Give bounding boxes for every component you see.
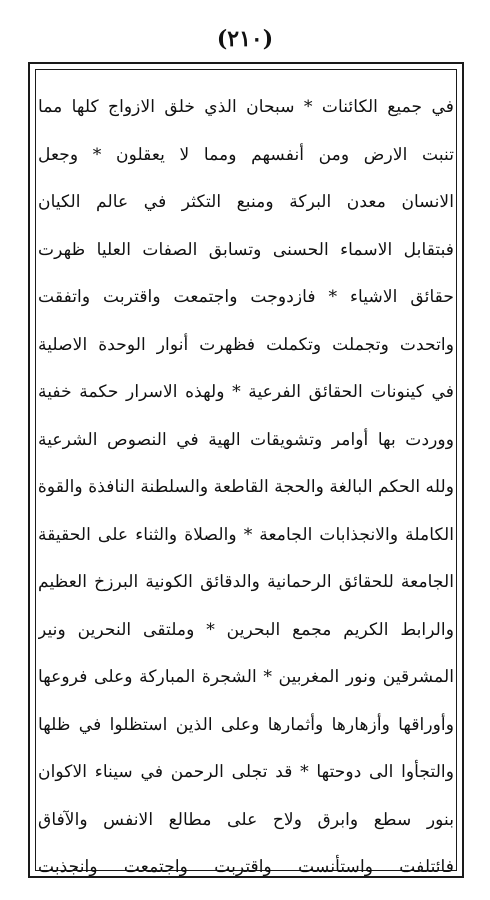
text-line: ووردت بها أوامر وتشويقات الهية في النصوص الشرعية — [38, 429, 454, 450]
page-number: (٢١٠) — [216, 26, 274, 52]
text-line: واتحدت وتجملت وتكملت فظهرت أنوار الوحدة الاصلية — [38, 334, 454, 355]
text-line: الانسان معدن البركة ومنبع التكثر في عالم الكيان — [38, 192, 454, 212]
text-line: ولله الحكم البالغة والحجة القاطعة والسلطنة النافذة والقوة — [38, 477, 454, 497]
text-line: الكاملة والانجذابات الجامعة * والصلاة والثناء على الحقيقة — [38, 524, 454, 545]
text-line: فبتقابل الاسماء الحسنى وتسابق الصفات العليا ظهرت — [38, 239, 454, 260]
text-line: فائتلفت واستأنست واقتربت واجتمعت وانجذبت — [38, 857, 454, 877]
text-line: والرابط الكريم مجمع البحرين * وملتقى النحرين ونير — [38, 619, 454, 640]
text-line: المشرقين ونور المغربين * الشجرة المباركة وعلى فروعها — [38, 667, 454, 687]
body-text — [38, 84, 454, 892]
text-line: حقائق الاشياء * فازدوجت واجتمعت واقتربت واتفقت — [38, 287, 454, 307]
text-line: وأوراقها وأزهارها وأثمارها وعلى الذين استظلوا في ظلها — [38, 714, 454, 735]
text-line: بنور سطع وابرق ولاح على مطالع الانفس والآفاق — [38, 809, 454, 830]
text-line: الجامعة للحقائق الرحمانية والدقائق الكونية البرزخ العظيم — [38, 572, 454, 592]
text-line: تنبت الارض ومن أنفسهم ومما لا يعقلون * وجعل — [38, 144, 454, 165]
text-line: والتجأوا الى دوحتها * قد تجلى الرحمن في سيناء الاكوان — [38, 762, 454, 782]
text-line: في جميع الكائنات * سبحان الذي خلق الازواج كلها مما — [38, 97, 454, 117]
text-line: في كينونات الحقائق الفرعية * ولهذه الاسرار حكمة خفية — [38, 382, 454, 402]
